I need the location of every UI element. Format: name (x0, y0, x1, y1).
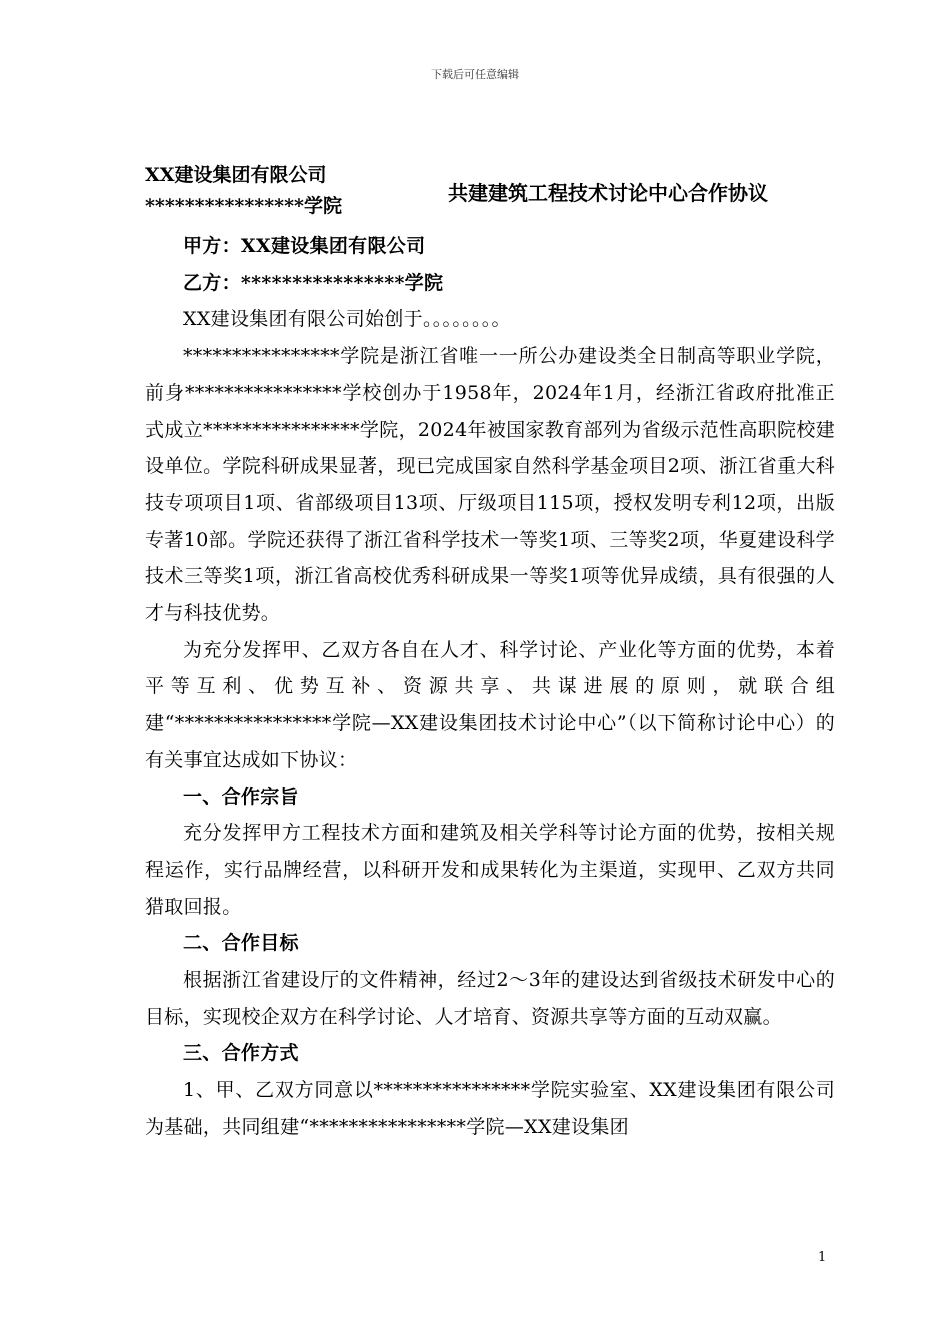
intro-paragraph-b: ****************学院是浙江省唯一一所公办建设类全日制高等职业学院，前身****************学校创办于1958年，2024年1月，经浙江省政府批准正式成立****************学院，2024年被国家教育部列为省级示范性高职院校建设单位。学院科研成果显著，现已完成国家自然科学基金项目2项、浙江省重大科技专项项目1项、省部级项目13项、厅级项目115项，授权发明专利12项，出版专著10部。学院还获得了浙江省科学技术一等奖1项、三等奖2项，华夏建设科学技术三等奖1项，浙江省高校优秀科研成果一等奖1项等优异成绩，具有很强的人才与科技优势。 (145, 345, 835, 625)
section-2-paragraph: 根据浙江省建设厅的文件精神，经过2～3年的建设达到省级技术研发中心的目标，实现校企双方在科学讨论、人才培育、资源共享等方面的互动双赢。 (145, 969, 835, 1028)
page-number: 1 (818, 1250, 827, 1265)
section-heading-2: 二、合作目标 (183, 932, 299, 955)
party-b-line: 乙方：****************学院 (183, 271, 444, 294)
party-a-name: XX建设集团有限公司 (145, 164, 327, 186)
header-note: 下载后可任意编辑 (431, 68, 519, 81)
party-b-name: ****************学院 (145, 195, 342, 217)
section-1-paragraph: 充分发挥甲方工程技术方面和建筑及相关学科等讨论方面的优势，按相关规程运作，实行品牌经营，以科研开发和成果转化为主渠道，实现甲、乙双方共同猎取回报。 (145, 822, 835, 918)
section-3-item-1: 1、甲、乙双方同意以****************学院实验室、XX建设集团有限公司为基础，共同组建“****************学院—XX建设集团 (145, 1079, 835, 1138)
party-names-block (145, 160, 342, 222)
purpose-paragraph: 为充分发挥甲、乙双方各自在人才、科学讨论、产业化等方面的优势，本着平等互利、优势互补、资源共享、共谋进展的原则，就联合组建“****************学院—XX建设集团技术讨论中心”（以下简称讨论中心）的有关事宜达成如下协议： (145, 638, 835, 771)
document-title: 共建建筑工程技术讨论中心合作协议 (448, 181, 768, 205)
intro-paragraph-a: XX建设集团有限公司始创于。。。。。。。。 (183, 308, 511, 331)
document-body (145, 228, 835, 1146)
section-heading-3: 三、合作方式 (183, 1042, 299, 1065)
party-a-line: 甲方：XX建设集团有限公司 (183, 235, 426, 257)
section-heading-1: 一、合作宗旨 (183, 785, 299, 808)
